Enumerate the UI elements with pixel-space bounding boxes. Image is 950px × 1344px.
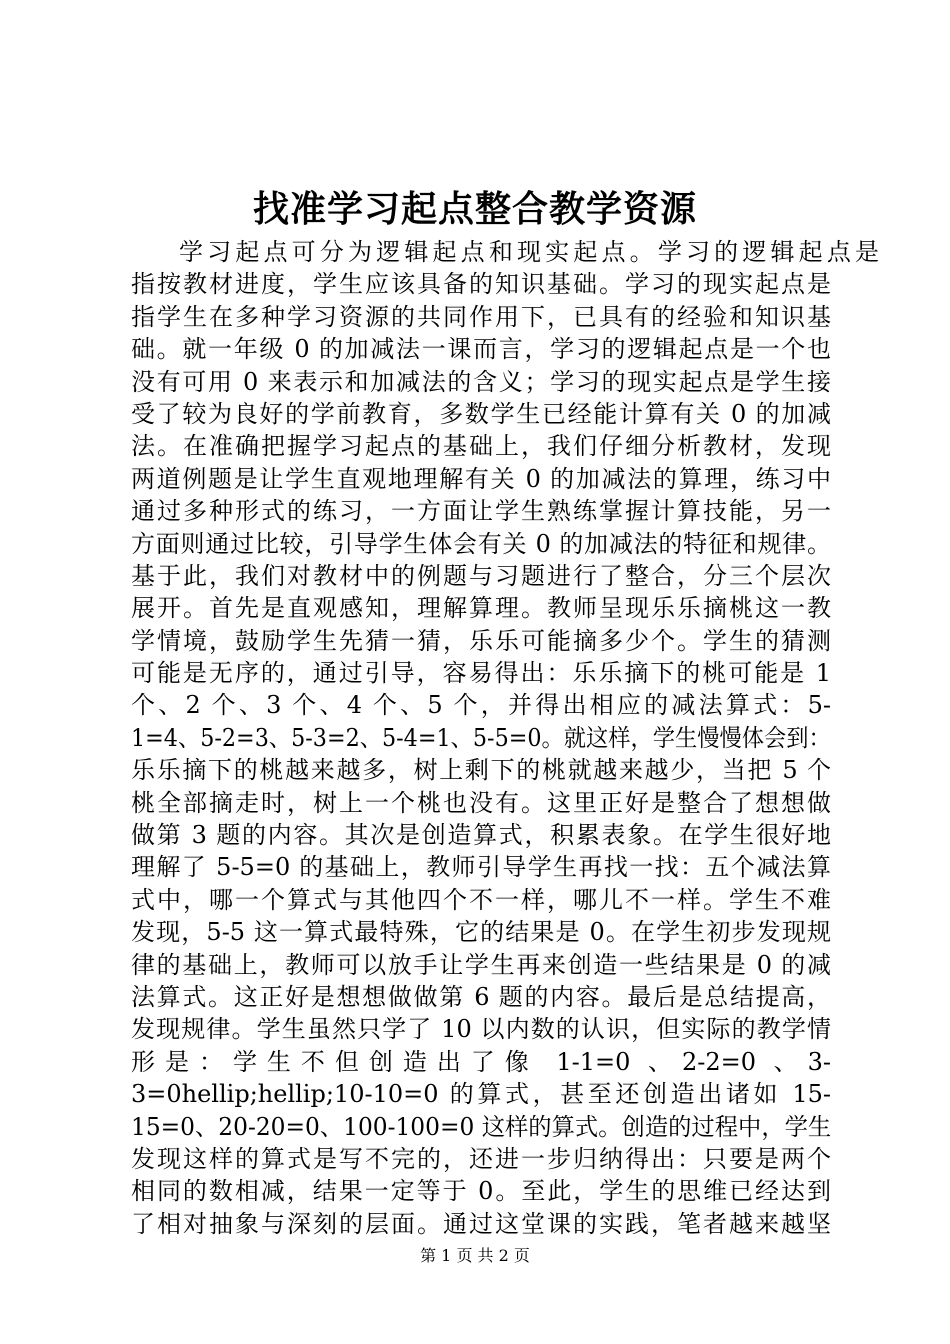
text-line: 桃全部摘走时，树上一个桃也没有。这里正好是整合了想想做 <box>131 788 831 817</box>
text-line: 指按教材进度，学生应该具备的知识基础。学习的现实起点是 <box>131 270 831 299</box>
text-line: 通过多种形式的练习，一方面让学生熟练掌握计算技能，另一 <box>131 497 831 526</box>
text-line: 指学生在多种学习资源的共同作用下，已具有的经验和知识基 <box>131 302 831 331</box>
text-line: 法。在准确把握学习起点的基础上，我们仔细分析教材，发现 <box>131 432 831 461</box>
text-line: 发现规律。学生虽然只学了 10 以内数的认识，但实际的教学情 <box>131 1015 831 1044</box>
text-line: 律的基础上，教师可以放手让学生再来创造一些结果是 0 的减 <box>131 950 831 979</box>
text-line: 了相对抽象与深刻的层面。通过这堂课的实践，笔者越来越坚 <box>131 1209 831 1238</box>
text-line: 乐乐摘下的桃越来越多，树上剩下的桃就越来越少，当把 5 个 <box>131 756 831 785</box>
text-line: 基于此，我们对教材中的例题与习题进行了整合，分三个层次 <box>131 561 831 590</box>
text-line: 个、2 个、3 个、4 个、5 个，并得出相应的减法算式：5- <box>131 691 831 720</box>
text-line: 15=0、20-20=0、100-100=0 这样的算式。创造的过程中，学生 <box>131 1112 832 1141</box>
page-footer: 第 1 页 共 2 页 <box>420 1246 530 1265</box>
text-line: 式中，哪一个算式与其他四个不一样，哪儿不一样。学生不难 <box>131 885 831 914</box>
text-line: 受了较为良好的学前教育，多数学生已经能计算有关 0 的加减 <box>131 399 831 428</box>
text-line: 形是：学生不但创造出了像 1-1=0 、2-2=0 、3- <box>131 1047 831 1076</box>
text-line: 发现这样的算式是写不完的，还进一步归纳得出：只要是两个 <box>131 1144 831 1173</box>
text-line: 展开。首先是直观感知，理解算理。教师呈现乐乐摘桃这一教 <box>131 594 831 623</box>
text-line: 做第 3 题的内容。其次是创造算式，积累表象。在学生很好地 <box>131 821 831 850</box>
text-line: 相同的数相减，结果一定等于 0。至此，学生的思维已经达到 <box>131 1177 831 1206</box>
text-line: 法算式。这正好是想想做做第 6 题的内容。最后是总结提高， <box>131 982 831 1011</box>
document-title: 找准学习起点整合教学资源 <box>252 188 697 230</box>
text-line: 3=0hellip;hellip;10-10=0 的算式，甚至还创造出诸如 15- <box>131 1080 831 1109</box>
text-line: 两道例题是让学生直观地理解有关 0 的加减法的算理，练习中 <box>131 464 831 493</box>
text-line: 方面则通过比较，引导学生体会有关 0 的加减法的特征和规律。 <box>131 529 831 558</box>
text-line: 可能是无序的，通过引导，容易得出：乐乐摘下的桃可能是 1 <box>131 659 831 688</box>
text-line: 学习起点可分为逻辑起点和现实起点。学习的逻辑起点是 <box>179 238 879 266</box>
text-line: 学情境，鼓励学生先猜一猜，乐乐可能摘多少个。学生的猜测 <box>131 626 831 655</box>
text-line: 1=4、5-2=3、5-3=2、5-4=1、5-5=0。就这样，学生慢慢体会到： <box>131 723 831 752</box>
text-line: 没有可用 0 来表示和加减法的含义；学习的现实起点是学生接 <box>131 367 831 396</box>
text-line: 发现，5-5 这一算式最特殊，它的结果是 0。在学生初步发现规 <box>131 918 831 947</box>
body-paragraph <box>131 236 879 1240</box>
text-line: 础。就一年级 0 的加减法一课而言，学习的逻辑起点是一个也 <box>131 335 831 364</box>
text-line: 理解了 5-5=0 的基础上，教师引导学生再找一找：五个减法算 <box>131 853 831 882</box>
